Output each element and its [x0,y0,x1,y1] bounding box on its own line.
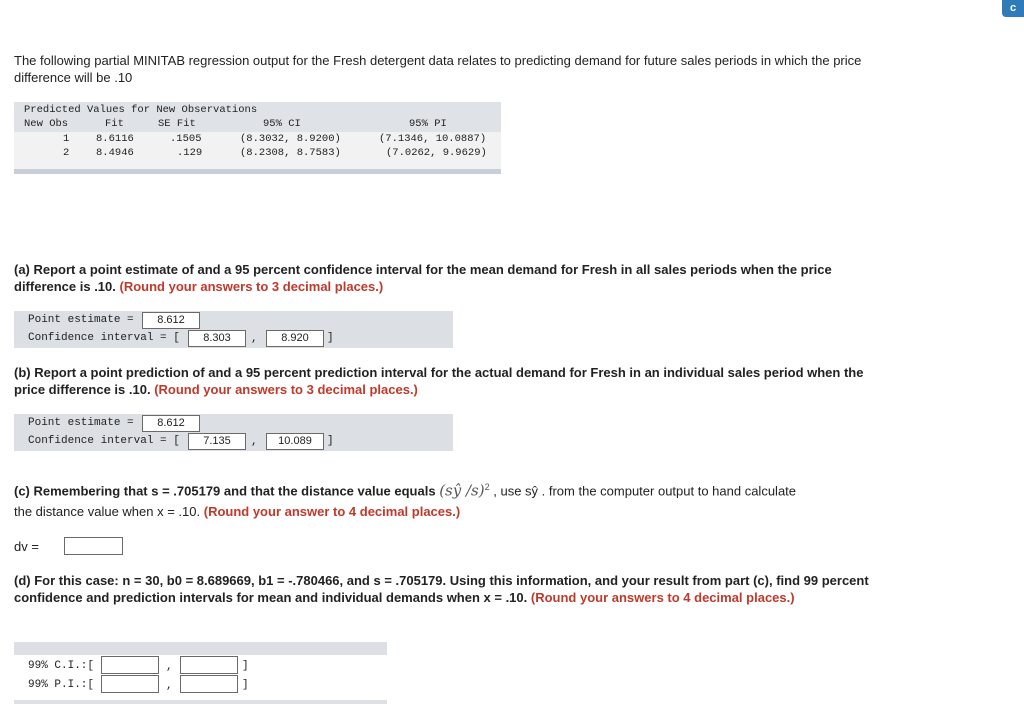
dv-label: dv = [14,539,39,554]
part-c-line1 [14,479,1014,499]
ci-99-high-input[interactable] [180,656,238,674]
comma: , [166,661,173,673]
col-new-obs: New Obs [24,118,69,130]
part-a-ci-low-input[interactable]: 8.303 [188,330,246,347]
comma: , [251,333,258,345]
comma: , [251,436,258,448]
part-b-point-label: Point estimate = [28,417,134,429]
part-c-text-2: the distance value when x = .10. [14,504,201,519]
part-d-instruction: (Round your answers to 4 decimal places.) [530,590,795,605]
distance-formula: (sŷ /s) [439,481,485,500]
part-a-instruction: (Round your answers to 3 decimal places.) [119,279,384,294]
pi-99-high-input[interactable] [180,675,238,693]
part-a-point-label: Point estimate = [28,314,134,326]
table-cell: .129 [177,147,203,159]
part-a-ci-label: Confidence interval = [ [28,332,180,344]
table-cell: (8.2308, 8.7583) [240,147,341,159]
part-b-point-input[interactable]: 8.612 [142,415,200,432]
col-ci: 95% CI [263,118,301,130]
table-cell: (7.1346, 10.0887) [379,133,487,145]
pi-99-low-input[interactable] [101,675,159,693]
table-cell: 8.6116 [96,133,134,145]
pi-99-label: 99% P.I.:[ [28,679,95,691]
part-b-ci-label: Confidence interval = [ [28,435,180,447]
part-b-text: (b) Report a point prediction of and a 95 percent prediction interval for the actual demand for Fresh in an individual sales period when the price difference is .10. [14,365,864,397]
part-c-instruction: (Round your answer to 4 decimal places.) [203,504,461,519]
formula-exponent: 2 [484,482,490,492]
part-d-text: (d) For this case: n = 30, b0 = 8.689669, b1 = -.780466, and s = .705179. Using this information, and your result from part (c), find 99 percent confidence and prediction intervals for mean and individual demands when x = .10. [14,573,869,605]
table-cell: 8.4946 [96,147,134,159]
intro-text: The following partial MINITAB regression output for the Fresh detergent data relates to predicting demand for future sales periods in which the price difference will be .10 [14,53,862,85]
part-a-question [14,261,894,295]
part-c-line2 [14,503,914,520]
ci-99-label: 99% C.I.:[ [28,660,95,672]
table-cell: (7.0262, 9.9629) [386,147,487,159]
minitab-title: Predicted Values for New Observations [24,104,258,116]
part-d-top-strip [14,642,387,655]
part-c-text-b: , use sŷ . from the computer output to hand calculate [493,483,797,499]
col-pi: 95% PI [409,118,447,130]
table-cell: 1 [63,133,70,145]
part-a-ci-high-input[interactable]: 8.920 [266,330,324,347]
part-b-instruction: (Round your answers to 3 decimal places.) [154,382,418,397]
table-cell: (8.3032, 8.9200) [240,133,341,145]
col-se-fit: SE Fit [158,118,196,130]
dv-input[interactable] [64,537,123,555]
bracket: ] [327,435,334,447]
part-b-question [14,364,894,398]
bracket: ] [242,660,249,672]
table-cell: .1505 [170,133,202,145]
part-d-question [14,572,884,606]
part-a-text: (a) Report a point estimate of and a 95 percent confidence interval for the mean demand for Fresh in all sales periods when the price difference is .10. [14,262,832,294]
part-c-text: (c) Remembering that s = .705179 and that the distance value equals [14,483,436,499]
bracket: ] [242,679,249,691]
part-a-point-input[interactable]: 8.612 [142,312,200,329]
comma: , [166,680,173,692]
part-b-ci-high-input[interactable]: 10.089 [266,433,324,450]
corner-tab[interactable]: c [1002,0,1024,17]
table-cell: 2 [63,147,70,159]
part-b-ci-low-input[interactable]: 7.135 [188,433,246,450]
bracket: ] [327,332,334,344]
part-d-bottom-strip [14,700,387,704]
col-fit: Fit [105,118,124,130]
ci-99-low-input[interactable] [101,656,159,674]
